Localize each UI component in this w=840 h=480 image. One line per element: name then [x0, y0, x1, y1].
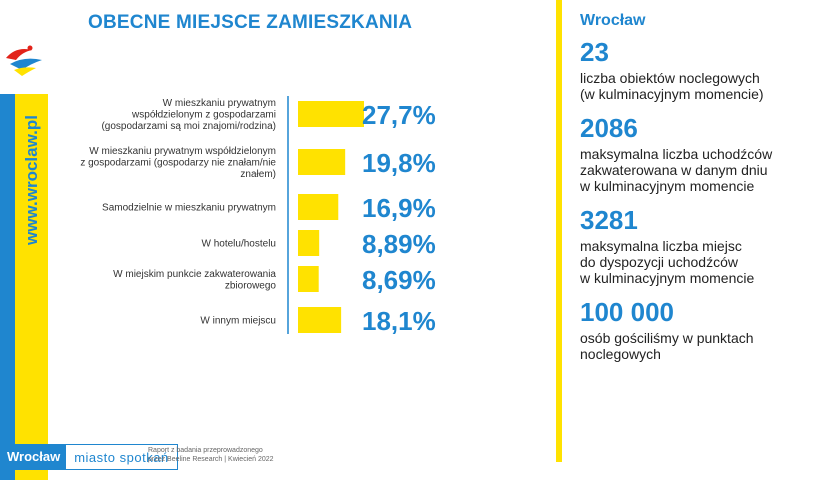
bar-1: [298, 149, 345, 175]
stat-label: liczba obiektów noclegowych (w kulminacyjnym momencie): [580, 70, 764, 102]
bar-5: [298, 307, 341, 333]
footer-note: Raport z badania przeprowadzonego przez Beeline Research | Kwiecień 2022: [148, 447, 274, 463]
stat-number: 23: [580, 37, 609, 67]
value-label-2: 16,9%: [362, 193, 436, 223]
page-title: OBECNE MIEJSCE ZAMIESZKANIA: [88, 12, 413, 33]
footer-city: Wrocław: [1, 445, 66, 469]
stats-panel: [580, 12, 835, 374]
category-label-3: W hotelu/hostelu: [201, 238, 276, 250]
stats-city: Wrocław: [580, 12, 646, 29]
vertical-url[interactable]: www.wroclaw.pl: [21, 114, 41, 246]
stat-number: 3281: [580, 205, 638, 235]
category-label-5: W innym miejscu: [200, 315, 276, 327]
stat-objects: [580, 38, 835, 102]
value-label-0: 27,7%: [362, 100, 436, 130]
stat-max-refugees: [580, 114, 835, 194]
footer: [0, 444, 540, 470]
bar-0: [298, 101, 364, 127]
stat-label: maksymalna liczba uchodźców zakwaterowana w danym dniu w kulminacyjnym momencie: [580, 146, 773, 194]
column-divider: [556, 0, 562, 462]
footer-motto: miasto spotkań: [74, 449, 169, 465]
stat-number: 2086: [580, 113, 638, 143]
stat-max-places: [580, 206, 835, 286]
stat-guests: [580, 298, 835, 362]
value-label-3: 8,89%: [362, 229, 436, 259]
bar-2: [298, 194, 338, 220]
category-label-2: Samodzielnie w mieszkaniu prywatnym: [102, 202, 276, 214]
bar-4: [298, 266, 319, 292]
category-label-0: W mieszkaniu prywatnym współdzielonym z gospodarzami (gospodarzami są moi znajomi/rodzina): [101, 98, 276, 132]
category-label-4: W miejskim punkcie zakwaterowania zbiorowego: [113, 268, 276, 292]
stat-label: osób gościliśmy w punktach noclegowych: [580, 330, 754, 362]
value-label-1: 19,8%: [362, 148, 436, 178]
category-label-1: W mieszkaniu prywatnym współdzielonym z gospodarzami (gospodarzy nie znałam/nie znałem): [80, 146, 276, 180]
stat-label: maksymalna liczba miejsc do dyspozycji uchodźców w kulminacyjnym momencie: [580, 238, 755, 286]
value-label-5: 18,1%: [362, 306, 436, 336]
stat-number: 100 000: [580, 297, 674, 327]
bar-3: [298, 230, 319, 256]
value-label-4: 8,69%: [362, 265, 436, 295]
